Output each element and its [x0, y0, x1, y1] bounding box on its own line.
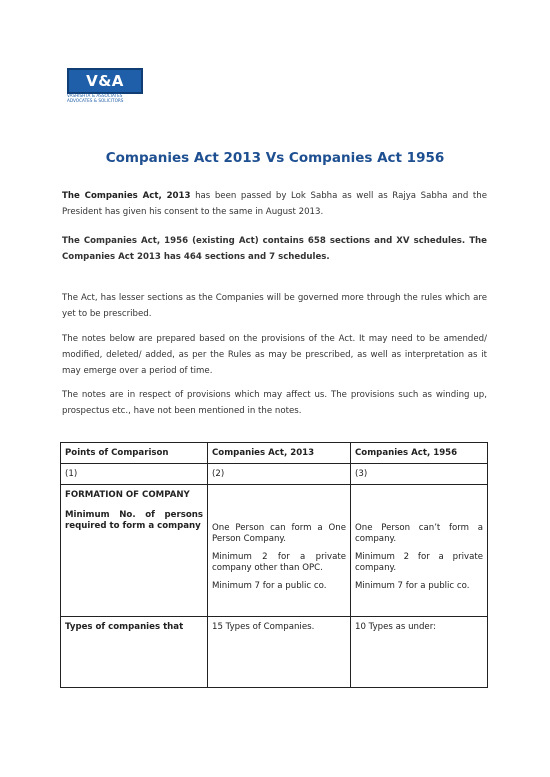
section-heading: FORMATION OF COMPANY — [65, 490, 190, 500]
act-1956-cell — [351, 485, 488, 617]
act-2013-value: Minimum 2 for a private company other than OPC. — [212, 552, 346, 573]
sections-note: The Companies Act, 1956 (existing Act) contains 658 sections and XV schedules. The Companies Act 2013 has 464 sections and 7 schedules. — [62, 236, 487, 263]
header-cell: Points of Comparison — [61, 443, 208, 464]
number-cell: (2) — [208, 464, 351, 485]
intro-paragraph — [62, 188, 487, 220]
number-cell: (3) — [351, 464, 488, 485]
logo-caption — [67, 93, 157, 103]
types-1956: 10 Types as under: — [351, 617, 488, 688]
header-cell: Companies Act, 1956 — [351, 443, 488, 464]
act-1956-value: Minimum 7 for a public co. — [355, 581, 470, 591]
table-number-row — [61, 464, 488, 485]
firm-logo — [65, 66, 151, 104]
comparison-table — [60, 442, 488, 688]
intro-text: has been passed by Lok Sabha as well as Rajya Sabha and the President has given his consent to the same in August 2013. — [62, 191, 487, 218]
act-2013-value: One Person can form a One Person Company. — [212, 523, 346, 544]
act-2013-value: Minimum 7 for a public co. — [212, 581, 327, 591]
page-title: Companies Act 2013 Vs Companies Act 1956 — [105, 150, 445, 166]
act-2013-cell — [208, 485, 351, 617]
types-2013: 15 Types of Companies. — [208, 617, 351, 688]
number-cell: (1) — [61, 464, 208, 485]
table-row — [61, 485, 488, 617]
intro-act-name: The Companies Act, 2013 — [62, 191, 191, 201]
header-cell: Companies Act, 2013 — [208, 443, 351, 464]
formation-cell — [61, 485, 208, 617]
logo-line-2: ADVOCATES & SOLICITORS — [67, 98, 124, 103]
rules-paragraph: The Act, has lesser sections as the Companies will be governed more through the rules which are yet to be prescribed. — [62, 293, 487, 320]
scope-paragraph: The notes are in respect of provisions which may affect us. The provisions such as winding up, prospectus etc., have not been mentioned in the notes. — [62, 390, 487, 417]
act-1956-value: One Person can’t form a company. — [355, 523, 483, 544]
logo-mark: V&A — [67, 68, 143, 94]
table-row — [61, 617, 488, 688]
notes-paragraph: The notes below are prepared based on the provisions of the Act. It may need to be amended/ modified, deleted/ added, as per the Rules as may be prescribed, as well as interpretation as it may emerge over a period of time. — [62, 334, 487, 377]
types-label: Types of companies that — [61, 617, 208, 688]
table-header-row — [61, 443, 488, 464]
logo-line-1: VASHISHTA & ASSOCIATES — [67, 93, 123, 98]
min-persons-label: Minimum No. of persons required to form a company — [65, 510, 203, 531]
act-1956-value: Minimum 2 for a private company. — [355, 552, 483, 573]
